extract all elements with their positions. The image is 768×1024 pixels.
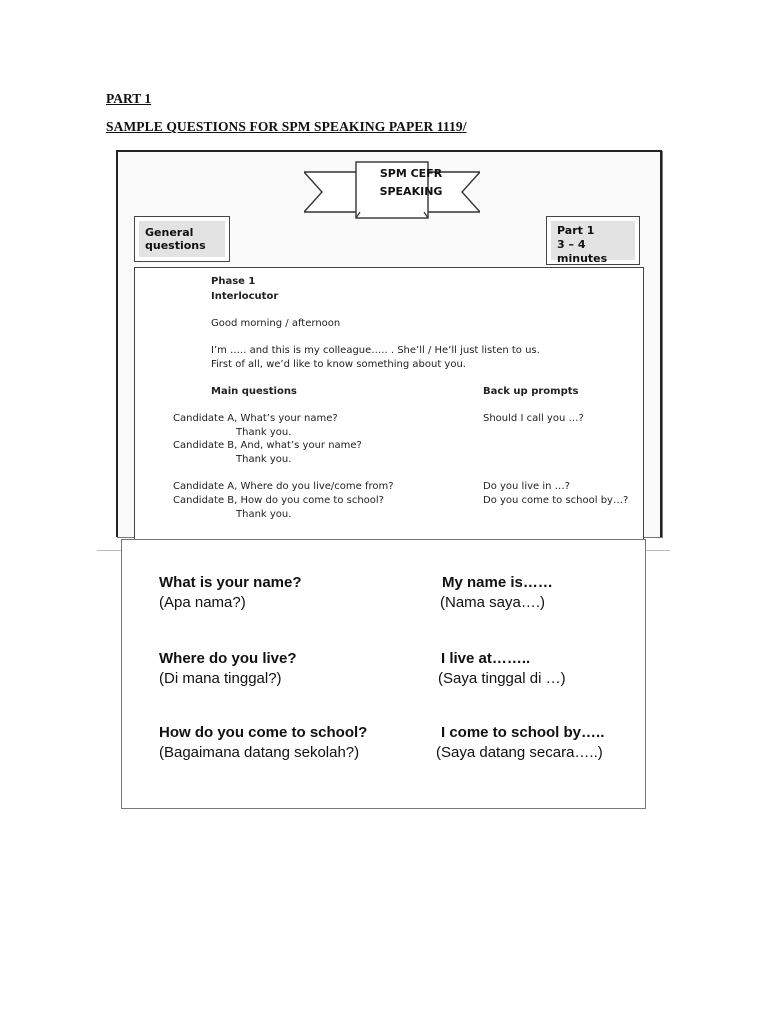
phase-label: Phase 1 [211, 276, 256, 287]
backup-prompt-line: Should I call you …? [483, 413, 584, 424]
question-malay: (Bagaimana datang sekolah?) [159, 744, 360, 761]
part-label: Part 1 [557, 224, 595, 237]
answer-malay: (Saya datang secara…..) [436, 744, 603, 761]
answer-english: I live at…….. [441, 650, 531, 667]
question-malay: (Apa nama?) [159, 594, 246, 611]
main-question-line: Candidate A, What’s your name? [173, 413, 338, 424]
backup-prompt-line: Do you live in …? [483, 481, 570, 492]
sample-answers-card [121, 539, 646, 809]
duration-label: 3 – 4 minutes [557, 238, 608, 265]
question-english: Where do you live? [159, 650, 297, 667]
divider-line [97, 550, 121, 551]
greeting-text: Good morning / afternoon [211, 318, 341, 329]
ribbon-line-1: SPM CEFR [379, 167, 443, 180]
interlocutor-label: Interlocutor [211, 291, 279, 302]
answer-malay: (Nama saya….) [440, 594, 546, 611]
main-question-line: Candidate B, How do you come to school? [173, 495, 384, 506]
document-title: SAMPLE QUESTIONS FOR SPM SPEAKING PAPER 1119/ [106, 119, 467, 134]
main-question-line: Thank you. [236, 427, 292, 438]
general-questions-label: General questions [139, 221, 225, 257]
question-english: What is your name? [159, 574, 302, 591]
intro-line-1: I’m ….. and this is my colleague….. . She’ll / He’ll just listen to us. [211, 345, 540, 356]
main-questions-heading: Main questions [211, 386, 297, 397]
answer-english: My name is…… [442, 574, 553, 591]
question-english: How do you come to school? [159, 724, 368, 741]
answer-english: I come to school by….. [441, 724, 605, 741]
divider-line [644, 550, 670, 551]
main-question-line: Thank you. [236, 454, 292, 465]
scanned-exam-image [116, 150, 662, 537]
general-questions-box [134, 216, 230, 262]
intro-line-2: First of all, we’d like to know something about you. [211, 359, 466, 370]
backup-prompts-heading: Back up prompts [483, 386, 579, 397]
answer-malay: (Saya tinggal di …) [438, 670, 566, 687]
main-question-line: Thank you. [236, 509, 292, 520]
part-heading: PART 1 [106, 91, 152, 106]
part-duration-box [546, 216, 640, 265]
main-question-line: Candidate A, Where do you live/come from? [173, 481, 394, 492]
phase-content-box [134, 267, 644, 540]
ribbon-title [360, 165, 462, 201]
main-question-line: Candidate B, And, what’s your name? [173, 440, 362, 451]
backup-prompt-line: Do you come to school by…? [483, 495, 629, 506]
question-malay: (Di mana tinggal?) [159, 670, 282, 687]
ribbon-line-2: SPEAKING [379, 185, 443, 198]
